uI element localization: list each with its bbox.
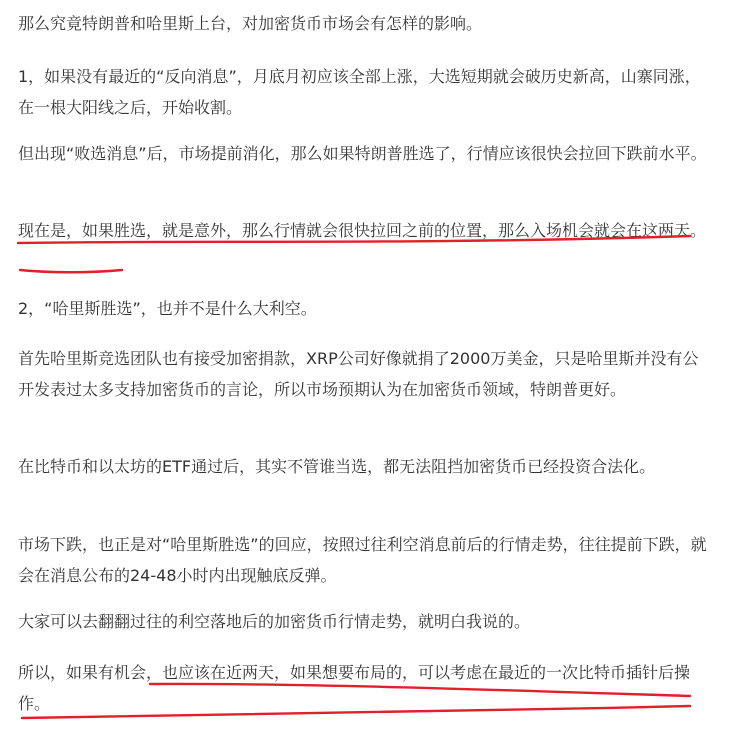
paragraph-etf: 在比特币和以太坊的ETF通过后，其实不管谁当选，都无法阻挡加密货币已经投资合法化。 [18,457,656,476]
paragraph-intro: 那么究竟特朗普和哈里斯上台，对加密货币市场会有怎样的影响。 [18,14,483,33]
paragraph-point-1: 1，如果没有最近的“反向消息”，月底月初应该全部上涨，大选短期就会破历史新高，山寨同涨，在一根大阳线之后，开始收割。 [18,67,701,117]
paragraph-conclusion: 所以，如果有机会，也应该在近两天，如果想要布局的，可以考虑在最近的一次比特币插针后操作。 [18,663,691,713]
paragraph-harris-donations: 首先哈里斯竞选团队也有接受加密捐款，XRP公司好像就捐了2000万美金，只是哈里斯并没有公开发表过太多支持加密货币的言论，所以市场预期认为在加密货币领域，特朗普更好。 [18,349,699,399]
paragraph-highlight-entry: 现在是，如果胜选，就是意外，那么行情就会很快拉回之前的位置，那么入场机会就会在这两天。 [18,221,707,240]
paragraph-point-2: 2，“哈里斯胜选”，也并不是什么大利空。 [18,299,317,318]
paragraph-defeat-news: 但出现“败选消息”后，市场提前消化，那么如果特朗普胜选了，行情应该很快会拉回下跌前水平。 [18,144,707,163]
underline-stroke-2 [20,270,122,272]
paragraph-look-back: 大家可以去翻翻过往的利空落地后的加密货币行情走势，就明白我说的。 [18,612,531,631]
paragraph-market-drop: 市场下跌，也正是对“哈里斯胜选”的回应，按照过往利空消息前后的行情走势，往往提前下跌，就会在消息公布的24-48小时内出现触底反弹。 [18,535,707,585]
